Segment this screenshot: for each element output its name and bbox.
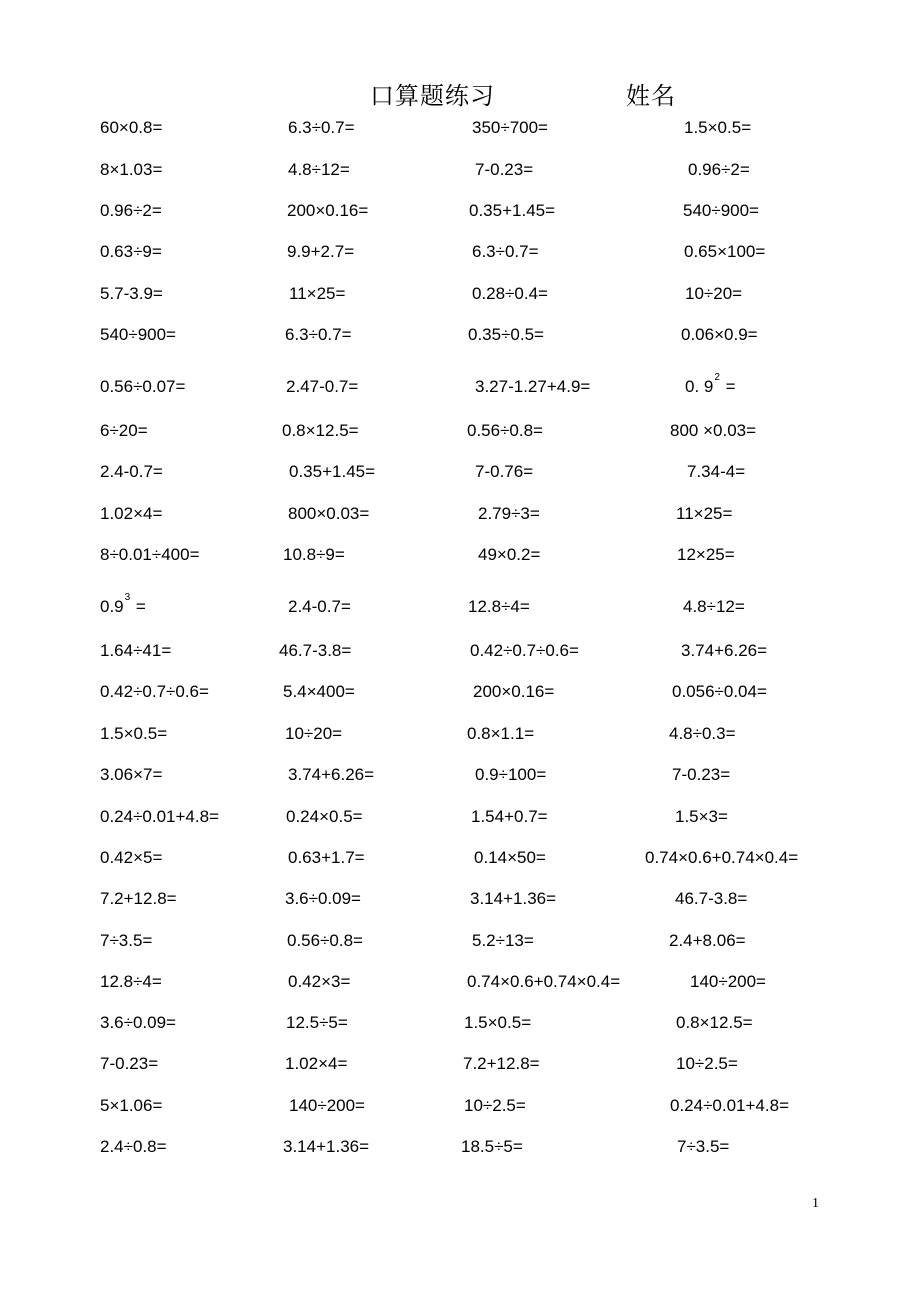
problem-r18-c4: 0.74×0.6+0.74×0.4= [645, 848, 799, 867]
name-label: 姓名 [626, 82, 676, 110]
problem-r2-c1: 8×1.03= [100, 160, 163, 179]
problem-r24-c3: 10÷2.5= [464, 1096, 526, 1115]
problem-r11-c3: 49×0.2= [478, 545, 541, 564]
problem-r8-c2: 0.8×12.5= [282, 421, 359, 440]
problem-r10-c4: 11×25= [676, 504, 733, 523]
problem-r11-c4: 12×25= [677, 545, 735, 564]
problem-r25-c3: 18.5÷5= [461, 1137, 523, 1156]
problem-r22-c2: 12.5÷5= [286, 1013, 348, 1032]
problem-r3-c4: 540÷900= [683, 201, 759, 220]
problem-r22-c3: 1.5×0.5= [464, 1013, 532, 1032]
problem-r21-c3: 0.74×0.6+0.74×0.4= [467, 972, 621, 991]
problem-r4-c3: 6.3÷0.7= [472, 242, 539, 261]
problem-r3-c2: 200×0.16= [287, 201, 369, 220]
problem-r15-c2: 10÷20= [285, 724, 343, 743]
problem-r16-c1: 3.06×7= [100, 765, 163, 784]
problem-r13-c2: 46.7-3.8= [279, 641, 352, 660]
problem-r20-c1: 7÷3.5= [100, 931, 153, 950]
problem-r18-c2: 0.63+1.7= [288, 848, 365, 867]
problem-r9-c2: 0.35+1.45= [289, 462, 376, 481]
problem-r6-c1: 540÷900= [100, 325, 176, 344]
problem-r22-c1: 3.6÷0.09= [100, 1013, 176, 1032]
problem-r6-c2: 6.3÷0.7= [285, 325, 352, 344]
problem-r10-c3: 2.79÷3= [478, 504, 540, 523]
problem-r13-c4: 3.74+6.26= [681, 641, 768, 660]
problem-r19-c2: 3.6÷0.09= [285, 889, 361, 908]
problem-r25-c2: 3.14+1.36= [283, 1137, 370, 1156]
problem-r3-c1: 0.96÷2= [100, 201, 162, 220]
problem-r17-c2: 0.24×0.5= [286, 807, 363, 826]
problem-r23-c1: 7-0.23= [100, 1054, 159, 1073]
problem-r2-c2: 4.8÷12= [288, 160, 350, 179]
problem-r1-c4: 1.5×0.5= [684, 118, 752, 137]
problem-r16-c3: 0.9÷100= [475, 765, 547, 784]
problem-r22-c4: 0.8×12.5= [676, 1013, 753, 1032]
problem-r15-c4: 4.8÷0.3= [669, 724, 736, 743]
problem-r24-c1: 5×1.06= [100, 1096, 163, 1115]
problem-r13-c3: 0.42÷0.7÷0.6= [470, 641, 579, 660]
problem-r7-c1: 0.56÷0.07= [100, 377, 186, 396]
problem-r7-c3: 3.27-1.27+4.9= [475, 377, 591, 396]
problem-r5-c4: 10÷20= [685, 284, 743, 303]
problem-r25-c4: 7÷3.5= [677, 1137, 730, 1156]
problem-r16-c4: 7-0.23= [672, 765, 731, 784]
problem-r21-c2: 0.42×3= [288, 972, 351, 991]
problem-r14-c2: 5.4×400= [283, 682, 355, 701]
problem-r17-c4: 1.5×3= [675, 807, 728, 826]
problem-r18-c3: 0.14×50= [474, 848, 546, 867]
problem-r16-c2: 3.74+6.26= [288, 765, 375, 784]
problem-r12-c3: 12.8÷4= [468, 597, 530, 616]
problem-r14-c4: 0.056÷0.04= [672, 682, 767, 701]
problem-r4-c2: 9.9+2.7= [287, 242, 355, 261]
problem-r17-c1: 0.24÷0.01+4.8= [100, 807, 219, 826]
problem-r11-c1: 8÷0.01÷400= [100, 545, 200, 564]
worksheet-title: 口算题练习 [370, 82, 495, 110]
problem-r12-c2: 2.4-0.7= [288, 597, 351, 616]
problem-r8-c3: 0.56÷0.8= [467, 421, 543, 440]
problem-r23-c3: 7.2+12.8= [463, 1054, 540, 1073]
problem-tail: = [131, 597, 146, 616]
problem-r20-c4: 2.4+8.06= [669, 931, 746, 950]
problem-exponent: 2 [714, 372, 720, 383]
problem-r13-c1: 1.64÷41= [100, 641, 172, 660]
problem-r20-c3: 5.2÷13= [472, 931, 534, 950]
problem-r8-c1: 6÷20= [100, 421, 148, 440]
problem-r10-c2: 800×0.03= [288, 504, 370, 523]
problem-r14-c1: 0.42÷0.7÷0.6= [100, 682, 209, 701]
problem-r15-c3: 0.8×1.1= [467, 724, 535, 743]
problem-r10-c1: 1.02×4= [100, 504, 163, 523]
problem-r7-c4 [685, 372, 736, 400]
problem-r9-c1: 2.4-0.7= [100, 462, 163, 481]
problem-r5-c3: 0.28÷0.4= [472, 284, 548, 303]
problem-r19-c3: 3.14+1.36= [470, 889, 557, 908]
problem-r23-c4: 10÷2.5= [676, 1054, 738, 1073]
problem-r1-c1: 60×0.8= [100, 118, 163, 137]
problem-r11-c2: 10.8÷9= [283, 545, 345, 564]
problem-r21-c1: 12.8÷4= [100, 972, 162, 991]
problem-r7-c2: 2.47-0.7= [286, 377, 359, 396]
problem-r15-c1: 1.5×0.5= [100, 724, 168, 743]
problem-r1-c2: 6.3÷0.7= [288, 118, 355, 137]
problem-r21-c4: 140÷200= [690, 972, 766, 991]
problem-r14-c3: 200×0.16= [473, 682, 555, 701]
problem-r9-c4: 7.34-4= [687, 462, 746, 481]
problem-r3-c3: 0.35+1.45= [469, 201, 556, 220]
problem-r17-c3: 1.54+0.7= [471, 807, 548, 826]
problem-r18-c1: 0.42×5= [100, 848, 163, 867]
problem-r8-c4: 800 ×0.03= [670, 421, 757, 440]
problem-r23-c2: 1.02×4= [285, 1054, 348, 1073]
page-number: 1 [812, 1196, 819, 1211]
problem-exponent: 3 [124, 592, 131, 603]
problem-r24-c2: 140÷200= [289, 1096, 365, 1115]
problem-base: 0.9 [100, 597, 124, 616]
problem-r5-c2: 11×25= [289, 284, 346, 303]
problem-tail: = [720, 377, 736, 396]
problem-r19-c1: 7.2+12.8= [100, 889, 177, 908]
problem-r20-c2: 0.56÷0.8= [287, 931, 363, 950]
problem-r2-c3: 7-0.23= [475, 160, 534, 179]
problem-r2-c4: 0.96÷2= [688, 160, 750, 179]
problem-r12-c4: 4.8÷12= [683, 597, 745, 616]
problem-r5-c1: 5.7-3.9= [100, 284, 163, 303]
problem-r9-c3: 7-0.76= [475, 462, 534, 481]
problem-r1-c3: 350÷700= [472, 118, 548, 137]
problem-r4-c4: 0.65×100= [684, 242, 766, 261]
problem-r24-c4: 0.24÷0.01+4.8= [670, 1096, 789, 1115]
problem-r19-c4: 46.7-3.8= [675, 889, 748, 908]
problem-r6-c4: 0.06×0.9= [681, 325, 758, 344]
problem-r4-c1: 0.63÷9= [100, 242, 162, 261]
problem-r25-c1: 2.4÷0.8= [100, 1137, 167, 1156]
problem-base: 0. 9 [685, 377, 714, 396]
problem-r6-c3: 0.35÷0.5= [468, 325, 544, 344]
problem-r12-c1 [100, 592, 146, 620]
